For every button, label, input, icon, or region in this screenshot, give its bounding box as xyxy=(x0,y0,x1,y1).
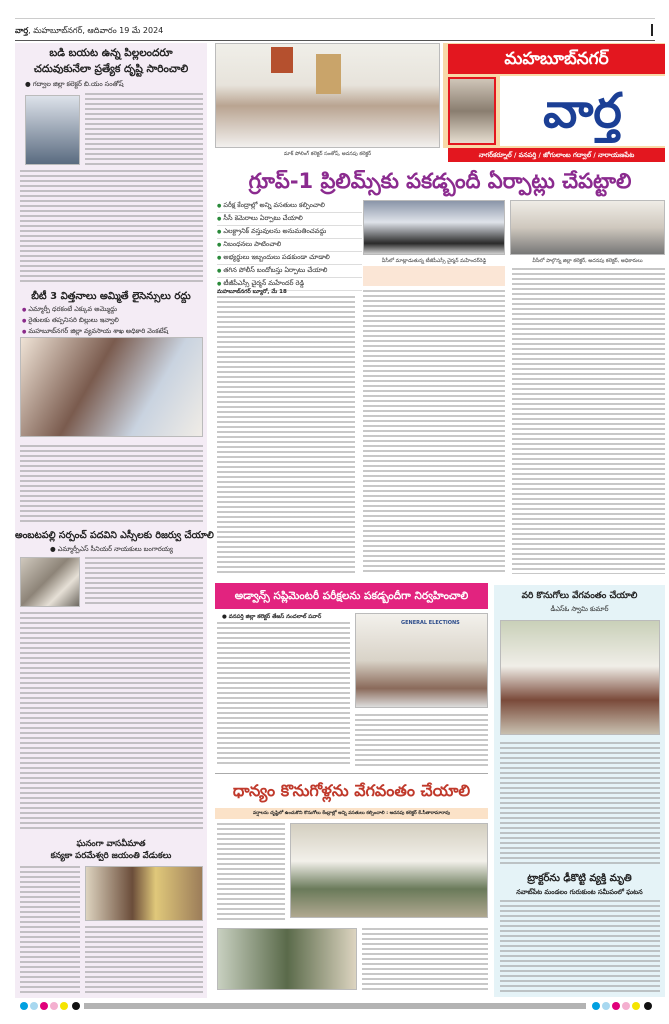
photo-caption: వీసీలో మాట్లాడుతున్న టీజీపీఎస్సీ చైర్మన్ మహేందర్‌రెడ్డి xyxy=(381,258,487,264)
festival-photo xyxy=(85,866,203,921)
tractor-body xyxy=(500,900,660,995)
collector-photo xyxy=(25,95,80,165)
bullet: ● తగిన పోలీస్ బందోబస్తు ఏర్పాటు చేయాలి xyxy=(217,265,362,278)
masthead-logo: వార్త xyxy=(543,83,622,139)
vc-photo xyxy=(363,200,505,255)
districts-strip: నాగర్‌కర్నూల్ / వనపర్తి / జోగులాంబ గద్వాల్ / నారాయణపేట xyxy=(448,148,665,162)
paddy-body xyxy=(500,742,660,864)
meeting-photo xyxy=(215,43,440,148)
grain-photo xyxy=(290,823,488,918)
main-body-col1 xyxy=(217,296,355,574)
leader-photo xyxy=(20,557,80,607)
dateline xyxy=(15,26,163,37)
paddy-photo xyxy=(500,620,660,735)
story3-headline: అంబటపల్లి సర్పంచ్ పదవిని ఎస్సీలకు రిజర్వు చేయాలి xyxy=(15,530,214,541)
grain-photo-2 xyxy=(217,928,357,990)
bullet: ● నిబంధనలు పాటించాలి xyxy=(217,239,362,252)
bullet: ● పరీక్ష కేంద్రాల్లో అన్ని వసతులు కల్పించాలి xyxy=(217,200,362,213)
tractor-headline: ట్రాక్టర్‌ను ఢీకొట్టి వ్యక్తి మృతి xyxy=(527,873,632,884)
grain-body-cont xyxy=(362,928,488,990)
election-photo xyxy=(355,613,488,708)
tractor-subline: నవాబ్‌పేట మండలం గురుకుంట సమీపంలో ఘటన xyxy=(516,888,643,896)
paper-name: వార్త xyxy=(15,26,29,35)
supp-byline: ● వనపర్తి జిల్లా కలెక్టర్ తేజస్ నందలాల్ పవార్ xyxy=(222,614,322,620)
grain-headline: ధాన్యం కొనుగోళ్లను వేగవంతం చేయాలి xyxy=(232,781,471,800)
story2-bullets xyxy=(22,304,168,337)
grain-subline: వర్షాలను దృష్టిలో ఉంచుకొని కొనుగోలు కేంద్రాల్లో అన్ని వసతులు కల్పించాలి : అదనపు కలెక్టర్ కే.సీతారామారావు xyxy=(215,808,488,819)
main-body-col2 xyxy=(363,290,505,574)
header-rule xyxy=(15,40,655,41)
story1-headline: బడి బయట ఉన్న పిల్లలందరూ చదువుకునేలా ప్రత్యేక దృష్టి సారించాలి xyxy=(33,47,189,75)
bullet: ● ఎలక్ట్రానిక్ వస్తువులను అనుమతించవద్దు xyxy=(217,226,362,239)
dam-photo xyxy=(448,77,496,145)
bullet: ● టీజీపీఎస్సీ చైర్మన్ మహేందర్ రెడ్డి xyxy=(217,278,362,291)
main-headline: గ్రూప్-1 ప్రిలిమ్స్‌కు పకడ్బందీ ఏర్పాట్లు చేపట్టాలి xyxy=(248,169,632,193)
story1-body-cont xyxy=(20,170,203,283)
photo-caption: మాక్ పోలింగ్ కలెక్టర్ సంతోష్, అదనపు కలెక్టర్ xyxy=(283,151,372,157)
seed-shop-photo xyxy=(20,337,203,437)
date-text: , మహబూబ్‌నగర్, ఆదివారం 19 మే 2024 xyxy=(28,26,164,35)
supp-body-cont xyxy=(355,714,488,767)
story3-byline: ● ఎమ్మార్పీఎస్ సీనియర్ నాయకులు బంగారయ్య xyxy=(50,545,173,553)
paddy-byline: డీఎస్ఓ స్వామి కుమార్ xyxy=(550,605,609,613)
highlight-box xyxy=(363,266,505,286)
bullet: ● మహబూబ్‌నగర్ జిల్లా వ్యవసాయ శాఖ అధికారి వెంకటేష్ xyxy=(22,326,168,337)
emblem-icon xyxy=(271,47,293,73)
main-body-col3 xyxy=(512,268,665,574)
main-bullets xyxy=(217,200,362,291)
bullet: ● ఎమ్మార్పీ ధరకంటే ఎక్కువ అమ్మొద్దు xyxy=(22,304,168,315)
story1-byline: ● గద్వాల జిల్లా కలెక్టర్ బి.యం సంతోష్ xyxy=(25,80,124,88)
story4-headline: ఘనంగా వాసవీమాత కన్యకా పరమేశ్వరి జయంతి వేడుకలు xyxy=(50,839,172,861)
paddy-headline: వరి కొనుగోలు వేగవంతం చేయాలి xyxy=(521,591,638,601)
bullet: ● సీసీ కెమెరాలు ఏర్పాటు చేయాలి xyxy=(217,213,362,226)
supp-body xyxy=(217,622,350,767)
story4-body xyxy=(20,866,80,996)
photo-caption: వీసీలో పాల్గొన్న జిల్లా కలెక్టర్, అదనపు కలెక్టర్, అధికారులు xyxy=(532,258,643,264)
edition-banner: మహబూబ్‌నగర్ xyxy=(448,44,665,74)
election-sign: GENERAL ELECTIONS xyxy=(401,620,460,626)
story1-body xyxy=(85,93,203,168)
story3-body xyxy=(85,557,203,607)
color-registration-bar xyxy=(20,1002,652,1010)
grain-body xyxy=(217,823,285,923)
story3-body-cont xyxy=(20,612,203,832)
story2-body xyxy=(20,445,203,523)
page-marker xyxy=(651,24,653,36)
supp-headline: అడ్వాన్స్ సప్లిమెంటరీ పరీక్షలను పకడ్బందీగా నిర్వహించాలి xyxy=(215,583,488,609)
story2-headline: బీటీ 3 విత్తనాలు అమ్మితే లైసెన్సులు రద్దు xyxy=(31,291,191,302)
vc-meeting-photo xyxy=(510,200,665,255)
main-dateline: మహబూబ్‌నగర్ బ్యూరో, మే 18 xyxy=(217,289,287,295)
bullet: ● రైతులకు తప్పనిసరి బిల్లులు ఇవ్వాలి xyxy=(22,315,168,326)
bullet: ● అభ్యర్థులు ఇబ్బందులు పడకుండా చూడాలి xyxy=(217,252,362,265)
story4-body-cont xyxy=(85,926,203,996)
